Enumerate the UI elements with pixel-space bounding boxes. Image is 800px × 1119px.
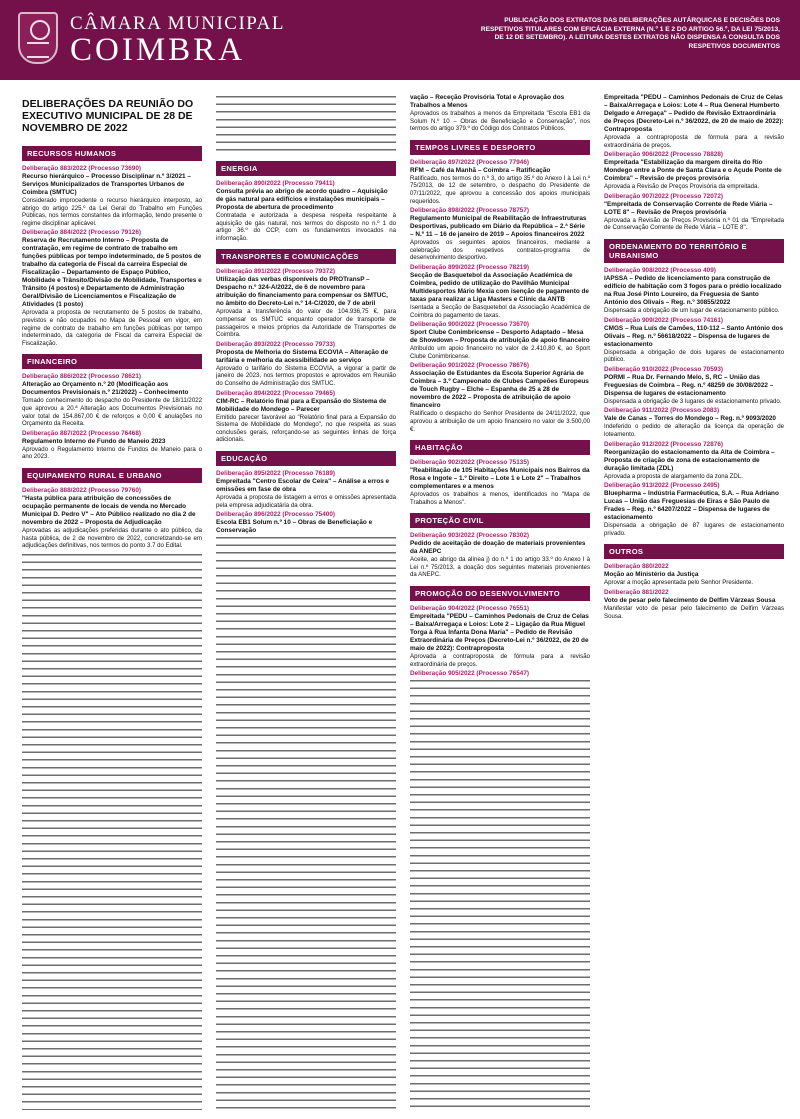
deliberation-title: Voto de pesar pelo falecimento de Delfim Várzeas Sousa — [604, 596, 776, 604]
deliberation-title: Consulta prévia ao abrigo de acordo quadro – Aquisição de gás natural para edifícios e instalações municipais – Proposta de abertura de procedimento — [216, 188, 388, 211]
deliberation-title: "Empreitada de Conservação Corrente de Rede Viária – LOTE 8" – Revisão de Preços provisória — [604, 200, 773, 216]
municipality-logo — [70, 14, 285, 66]
deliberation-label: Deliberação 913/2022 (Processo 2495) — [604, 482, 720, 490]
section-header: OUTROS — [604, 544, 784, 559]
deliberation-body: Ratificado o despacho do Senhor Presidente de 24/11/2022, que aprovou a atribuição de um apoio financeiro no valor de 3.500,00 €. — [410, 410, 590, 433]
deliberation-body: Aprovada a proposta de recrutamento de 5 postos de trabalho, previstos e não ocupados no Mapa de Pessoal em vigor, em regime de contrato de trabalho em funções públicas por tempo indeterminado, da categoria de Fiscal da carreira Especial de Fiscalização. — [22, 309, 202, 347]
deliberation-title: Pedido de aceitação de doação de materiais provenientes da ANEPC — [410, 540, 586, 556]
deliberation-label: Deliberação 894/2022 (Processo 79465) — [216, 389, 336, 397]
section-header: PROMOÇÃO DO DESENVOLVIMENTO — [410, 586, 590, 601]
deliberation-body: Considerado improcedente o recurso hierárquico interposto, ao abrigo do artigo 225.º da Lei Geral do Trabalho em Funções Públicas, nos termos constantes da informação, tendo presente o regime disciplinar aplicável. — [22, 197, 202, 227]
column-3 — [410, 94, 590, 1110]
deliberation-title: Empreitada "Estabilização da margem direita do Rio Mondego entre a Ponte de Santa Clara e o Açude Ponte de Coimbra" – Revisão de preços provisória — [604, 159, 782, 183]
coimbra-crest-icon — [18, 12, 58, 64]
deliberation-body: Ratificado, nos termos do n.º 3, do artigo 35.º do Anexo I à Lei n.º 75/2013, de 12 de setembro, o despacho do Presidente de 07/11/2022, que aprovou a concessão dos apoios municipais requeridos. — [410, 174, 590, 205]
logo-line-1: CÂMARA MUNICIPAL — [70, 13, 285, 34]
deliberation-label: Deliberação 902/2022 (Processo 75135) — [410, 459, 530, 467]
deliberation-label: Deliberação 905/2022 (Processo 76547) — [410, 670, 530, 678]
deliberation-label: Deliberação 888/2022 (Processo 79760) — [22, 486, 142, 494]
deliberation-body: Emitido parecer favorável ao "Relatório final para a Expansão do Sistema de Mobilidade do Mondego", no que respeita as suas conclusões gerais, reforçando-se as seguintes linhas de força adicionais. — [216, 413, 396, 444]
deliberation-title: IAPSSA – Pedido de licenciamento para construção de edifício de habitação com 3 fogos para o prédio localizado na Rua José Pinto Loureiro, da Freguesia de Santo António dos Olivais – Reg. n.º 30855/2022 — [604, 274, 782, 306]
deliberation-title: Vale de Canas – Torres do Mondego – Reg. n.º 9093/2020 — [604, 415, 776, 423]
deliberation-label: Deliberação 908/2022 (Processo 409) — [604, 266, 716, 274]
section-header: RECURSOS HUMANOS — [22, 146, 202, 161]
deliberation-label: Deliberação 912/2022 (Processo 72876) — [604, 440, 724, 448]
section-header: EQUIPAMENTO RURAL E URBANO — [22, 468, 202, 483]
logo-line-2: COIMBRA — [70, 32, 246, 68]
deliberation-title: CMGS – Rua Luís de Camões, 110-112 – Santo António dos Olivais – Reg. n.º 56618/2022 – Dispensa de lugares de estacionamento — [604, 324, 784, 348]
deliberation-title: Empreitada "Centro Escolar de Ceira" – Análise a erros e omissões em fase de obra — [216, 477, 390, 493]
deliberation-label: Deliberação 911/2022 (Processo 2083) — [604, 407, 720, 415]
deliberation-title: Regulamento Interno de Fundo de Maneio 2023 — [22, 437, 166, 445]
deliberation-title: RFM – Café da Manhã – Coimbra – Ratificação — [410, 166, 551, 174]
text-continuation — [22, 552, 202, 1110]
deliberation-title: Regulamento Municipal de Reabilitação de Infraestruturas Desportivas, publicado em Diário da República – 2.ª Série – N.º 11 – 16 de janeiro de 2019 – Apoios financeiros 2022 — [410, 215, 587, 239]
deliberation-title: Sport Clube Conimbricense – Desporto Adaptado – Mesa de Showdown – Proposta de atribuição de apoio financeiro — [410, 329, 590, 345]
deliberation-label: Deliberação 903/2022 (Processo 78302) — [410, 532, 530, 540]
deliberation-body: Isentada a Secção de Basquetebol da Associação Académica de Coimbra do pagamento de taxas. — [410, 303, 590, 319]
deliberation-title: PORMI – Rua Dr. Fernando Melo, S, RC – União das Freguesias de Coimbra – Reg. n.º 48259 de 30/08/2022 – Dispensa de lugares de estacionamento — [604, 373, 774, 397]
deliberation-label: Deliberação 901/2022 (Processo 78676) — [410, 362, 530, 370]
deliberation-label: Deliberação 880/2022 — [604, 563, 669, 571]
deliberation-title: Secção de Basquetebol da Associação Académica de Coimbra, pedido de utilização do Pavilhão Municipal Multidesportos Mário Mexia com isenção de pagamento de taxas para realizar a Liga Masters e Clinic da ANTB — [410, 271, 589, 303]
text-continuation — [216, 535, 396, 1110]
deliberation-body: Aceite, ao abrigo da alínea j) do n.º 1 do artigo 33.º do Anexo I à Lei n.º 75/2013, a doação dos seguintes materiais provenientes da ANEPC. — [410, 556, 590, 579]
deliberation-body: Manifestar voto de pesar pelo falecimento de Delfim Várzeas Sousa. — [604, 604, 784, 620]
deliberation-body: Aprovar a moção apresentada pelo Senhor Presidente. — [604, 579, 754, 587]
deliberation-label: Deliberação 906/2022 (Processo 78828) — [604, 151, 724, 159]
deliberation-label: Deliberação 890/2022 (Processo 79411) — [216, 180, 335, 187]
deliberation-body: Atribuído um apoio financeiro no valor de 2.410,80 €, ao Sport Clube Conimbricense. — [410, 345, 590, 360]
page-title: DELIBERAÇÕES DA REUNIÃO DO EXECUTIVO MUNICIPAL DE 28 DE NOVEMBRO DE 2022 — [22, 98, 194, 134]
column-2 — [216, 94, 396, 1110]
deliberation-label: Deliberação 895/2022 (Processo 76189) — [216, 469, 336, 477]
deliberation-body: Aprovado o Regulamento Interno de Fundos de Maneio para o ano 2023. — [22, 445, 202, 461]
deliberation-body: Aprovada a proposta de listagem a erros e omissões apresentada pela empresa adjudicatária da obra. — [216, 493, 396, 509]
section-header: FINANCEIRO — [22, 354, 202, 369]
deliberation-label: Deliberação 899/2022 (Processo 78219) — [410, 263, 530, 271]
deliberation-title: Recurso hierárquico – Processo Disciplinar n.º 3/2021 – Serviços Municipalizados de Transportes Urbanos de Coimbra (SMTUC) — [22, 173, 191, 196]
deliberation-body: Aprovada a Revisão de Preços Provisória n.º 01 da "Empreitada de Conservação Corrente de Rede Viária – LOTE 8". — [604, 216, 784, 232]
deliberation-body: Dispensada a obrigação de 3 lugares de estacionamento privado. — [604, 397, 782, 405]
deliberation-label: Deliberação 893/2022 (Processo 79733) — [216, 340, 336, 348]
deliberation-body: Aprovada a contraproposta de fórmula para a revisão extraordinária de preços. — [604, 134, 784, 149]
deliberation-body: Aprovados os seguintes apoios financeiros, mediante a celebração dos respetivos contratos-programa de desenvolvimento desportivo. — [410, 239, 590, 262]
section-header: EDUCAÇÃO — [216, 451, 396, 466]
text-continuation — [410, 678, 590, 1110]
deliberation-title: Empreitada "PEDU – Caminhos Pedonais de Cruz de Celas – Baixa/Arregaça e Loios: Lote 4 – Rua General Humberto Delgado e Arregaça" – Pedido de Revisão Extraordinária de Preços (Decreto-Lei n.º 36/2022, de 20 de maio de 2022): Contraproposta — [604, 94, 784, 133]
deliberation-label: Deliberação 884/2022 (Processo 79126) — [22, 229, 142, 237]
deliberation-title: Reserva de Recrutamento Interno – Proposta de contratação, em regime de contrato de trabalho em funções públicas por tempo indeterminado, de 5 postos de trabalho da categoria de Fiscal da carreira Especial de Fiscalização – Departamento de Espaço Público, Mobilidade e Trânsito/Divisão de Mobilidade, Transportes e Trânsito (4 postos) e Departamento de Administração Geral/Divisão de Licenciamentos e Fiscalização de Atividades (1 posto) — [22, 237, 202, 309]
section-header: TEMPOS LIVRES E DESPORTO — [410, 140, 590, 155]
deliberation-title: CIM-RC – Relatório final para a Expansão do Sistema de Mobilidade do Mondego – Parecer — [216, 397, 387, 413]
header-banner — [0, 0, 800, 80]
deliberation-title: Associação de Estudantes da Escola Superior Agrária de Coimbra – 3.º Campeonato de Clubes Campeões Europeus de Touch Rugby – Elche – Espanha de 25 a 28 de novembro de 2022 – Proposta de atribuição de apoio financeiro — [410, 370, 589, 410]
deliberation-body: Aprovado o tarifário do Sistema ECOVIA, a vigorar a partir de janeiro de 2023, nos termos propostos e aprovados em Reunião do Conselho de Administração dos SMTUC. — [216, 364, 396, 387]
deliberation-body: Dispensada a obrigação de dois lugares de estacionamento público. — [604, 348, 784, 364]
deliberation-body: Aprovada a contraproposta de fórmula para a revisão extraordinária de preços. — [410, 653, 590, 668]
section-header: ORDENAMENTO DO TERRITÓRIO E URBANISMO — [604, 239, 784, 263]
text-continuation — [216, 94, 396, 154]
deliberation-label: Deliberação 886/2022 (Processo 78621) — [22, 373, 142, 381]
content-columns — [22, 94, 784, 1110]
deliberation-label: Deliberação 896/2022 (Processo 75400) — [216, 511, 336, 519]
deliberation-title: Reorganização do estacionamento da Alta de Coimbra – Proposta de criação de zona de estacionamento de duração limitada (ZDL) — [604, 448, 775, 472]
deliberation-title: "Reabilitação de 105 Habitações Municipais nos Bairros da Rosa e Ingote – 1.º Direito – Lote 1 e Lote 2" – Trabalhos complementares e a menos — [410, 467, 590, 491]
deliberation-title: Moção ao Ministério da Justiça — [604, 571, 699, 579]
deliberation-label: Deliberação 910/2022 (Processo 70593) — [604, 365, 724, 373]
deliberation-label: Deliberação 898/2022 (Processo 78757) — [410, 207, 530, 215]
deliberation-label: Deliberação 883/2022 (Processo 73690) — [22, 165, 142, 172]
deliberation-body: Aprovada a transferência do valor de 104.936,75 €, para compensar os SMTUC enquanto operador de transporte de passageiros e meios próprios da Autoridade de Transportes de Coimbra. — [216, 308, 396, 339]
deliberation-label: Deliberação 881/2022 — [604, 588, 669, 596]
deliberation-title: Proposta de Melhoria do Sistema ECOVIA – Alteração de tarifária e melhoria da acessibilidade ao serviço — [216, 348, 389, 364]
deliberation-title: Escola EB1 Solum n.º 10 – Obras de Beneficiação e Conservação — [216, 519, 373, 535]
deliberation-body: Aprovados os trabalhos a menos, identificados no "Mapa de Trabalhos a Menos". — [410, 491, 590, 506]
deliberation-body: Aprovados os trabalhos a menos da Empreitada "Escola EB1 da Solum N.º 10 – Obras de Beneficiação e Conservação", nos termos do artigo 379.º do Código dos Contratos Públicos. — [410, 110, 590, 133]
deliberation-title: "Hasta pública para atribuição de concessões de ocupação permanente de locais de venda no Mercado Municipal D. Pedro V" – Ato Público realizado no dia 2 de novembro de 2022 – Proposta de Adjudicação — [22, 494, 196, 526]
column-1 — [22, 94, 202, 1110]
deliberation-label: Deliberação 904/2022 (Processo 76551) — [410, 605, 530, 613]
deliberation-body: Aprovada a proposta de alargamento da zona ZDL. — [604, 472, 743, 480]
deliberation-body: Indeferido o pedido de alteração da licença da operação de loteamento. — [604, 423, 784, 438]
deliberation-body: Contratada e autorizada a despesa respeita respeitante à aquisição de gás natural, nos termos do disposto no n.º 1 do artigo 36.º do CCP, com os fundamentos invocados na informação. — [216, 212, 396, 242]
deliberation-title: Alteração ao Orçamento n.º 20 (Modificação aos Documentos Previsionais n.º 21/2022) – Conhecimento — [22, 381, 189, 397]
deliberation-title: Empreitada "PEDU – Caminhos Pedonais de Cruz de Celas – Baixa/Arregaça e Loios: Lote 2 – Ligação da Rua Miguel Torga à Rua Infanta Dona Maria" – Pedido de Revisão Extraordinária de Preços (Decreto-Lei n.º 36/2022, de 20 de maio de 2022): Contraproposta — [410, 613, 589, 653]
section-header: TRANSPORTES E COMUNICAÇÕES — [216, 249, 396, 264]
deliberation-body: Aprovadas as adjudicações preferidas durante o ato público, da hasta pública, de 2 de novembro de 2022, concretizando-se em adjudicações definitivas, nos termos do ponto 3.7 do Edital. — [22, 526, 202, 550]
section-header: HABITAÇÃO — [410, 440, 590, 455]
deliberation-label: Deliberação 887/2022 (Processo 76468) — [22, 429, 142, 437]
section-header: ENERGIA — [216, 161, 396, 176]
deliberation-body: Tomado conhecimento do despacho do Presidente de 18/11/2022 que aprovou a 20.ª Alteração aos Documentos Previsionais no valor total de 154.867,00 € de reforços e 0,00 € anulações no Orçamento da Receita. — [22, 397, 202, 428]
deliberation-label: Deliberação 897/2022 (Processo 77946) — [410, 158, 530, 166]
deliberation-title: Bluepharma – Indústria Farmacêutica, S.A. – Rua Adriano Lucas – União das Freguesias de Eiras e São Paulo de Frades – Reg. n.º 64207/2022 – Dispensa de lugares de estacionamento — [604, 490, 779, 522]
column-4 — [604, 94, 784, 1110]
deliberation-body: Aprovada a Revisão de Preços Provisória da empreitada. — [604, 183, 760, 191]
deliberation-label: Deliberação 907/2022 (Processo 72072) — [604, 192, 724, 200]
deliberation-body: Dispensada a obrigação de 87 lugares de estacionamento privado. — [604, 522, 784, 537]
section-header: PROTEÇÃO CIVIL — [410, 513, 590, 528]
publication-notice: PUBLICAÇÃO DOS EXTRATOS DAS DELIBERAÇÕES AUTÁRQUICAS E DECISÕES DOS RESPETIVOS TITULARES COM EFICÁCIA EXTERNA (N.º 1 E 2 DO ARTIGO 56.º, DA LEI 75/2013, DE 12 DE SETEMBRO). A LEITURA DESTES EXTRATOS NÃO DISPENSA A CONSULTA DOS RESPETIVOS DOCUMENTOS — [480, 17, 780, 50]
deliberation-body: Dispensada a obrigação de um lugar de estacionamento público. — [604, 306, 780, 314]
deliberation-label: Deliberação 909/2022 (Processo 74161) — [604, 316, 724, 324]
deliberation-label: Deliberação 891/2022 (Processo 79372) — [216, 268, 336, 276]
deliberation-label: Deliberação 900/2022 (Processo 73670) — [410, 321, 530, 329]
deliberation-title: Utilização das verbas disponíveis do PROTransP – Despacho n.º 324-A/2022, de 6 de novembro para atribuição do financiamento para compensar os SMTUC, no âmbito do Decreto-Lei n.º 14-C/2020, de 7 de abril — [216, 276, 388, 308]
deliberation-title: vação – Receção Provisória Total e Aprovação dos Trabalhos a Menos — [410, 94, 565, 109]
